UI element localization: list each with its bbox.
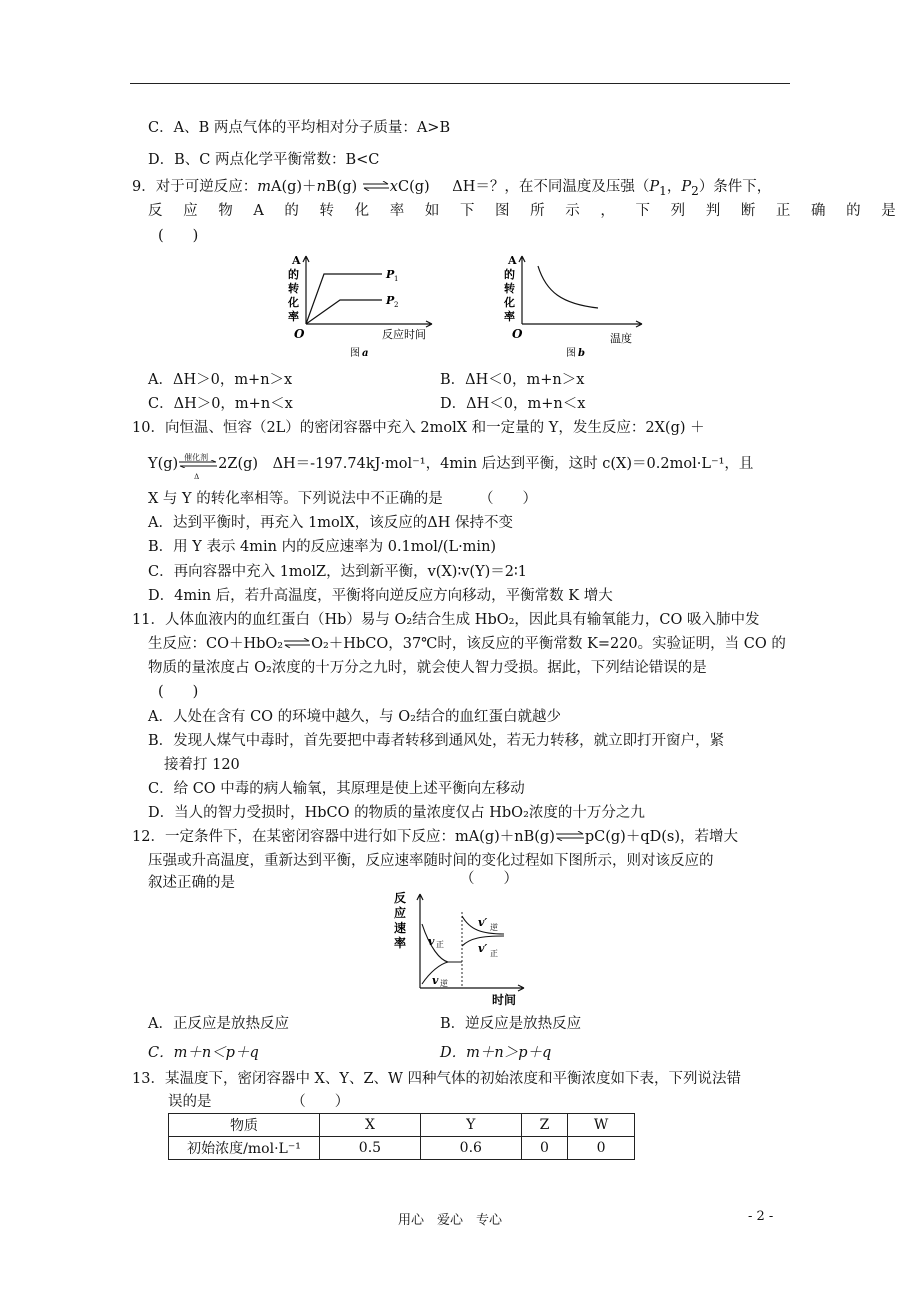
q11-option-a: A．人处在含有 CO 的环境中越久，与 O₂结合的血红蛋白就越少	[148, 709, 561, 725]
q11-option-c: C．给 CO 中毒的病人输氧，其原理是使上述平衡向左移动	[148, 781, 525, 797]
table-header-cell: W	[568, 1114, 635, 1137]
q10-option-c: C．再向容器中充入 1molZ，达到新平衡，v(X)∶v(Y)＝2∶1	[148, 564, 528, 580]
figa-xlabel: 反应时间	[382, 328, 426, 341]
q13-stem-line2: 误的是 （ ）	[168, 1094, 350, 1110]
table-header-cell: 物质	[169, 1114, 320, 1137]
figb-xlabel: 温度	[610, 332, 632, 345]
q9-option-b: B．ΔH＜0，m+n＞x	[440, 372, 585, 388]
q12-option-d: D．m＋n＞p＋q	[440, 1045, 552, 1061]
table-row	[169, 1137, 635, 1160]
catalyst-arrow-icon	[178, 453, 218, 481]
q9-answer-paren: ( )	[158, 228, 199, 244]
q12-answer-paren: （ ）	[460, 871, 518, 887]
q9-stem-line1: 9．对于可逆反应：mA(g)＋nB(g) xC(g) ΔH＝？，在不同温度及压强（$P_1$，$P_2$）条件下，	[132, 179, 772, 198]
footer-motto: 用心 爱心 专心	[398, 1213, 503, 1228]
fig12-ylabel-3: 率	[394, 936, 407, 950]
q12-option-c: C．m＋n＜p＋q	[148, 1045, 259, 1061]
q9-option-d: D．ΔH＜0，m+n＜x	[440, 396, 586, 412]
q12-option-a: A．正反应是放热反应	[148, 1016, 289, 1032]
q12-stem-line3: 叙述正确的是	[148, 875, 235, 891]
q10-stem-line2: Y(g) 催化剂 Δ 2Z(g) ΔH＝-197.74kJ·mol⁻¹，4min 后达到平衡，这时 c(X)＝0.2mol·L⁻¹，且	[148, 454, 753, 474]
fig12-ylabel-0: 反	[394, 891, 407, 905]
figb-ylabel-4: 率	[504, 310, 515, 323]
figb-origin: O	[512, 327, 523, 341]
q13-concentration-table	[168, 1113, 635, 1160]
figb-ylabel-2: 转	[504, 282, 515, 295]
q9-figure-a	[282, 252, 452, 364]
q11-answer-paren: ( )	[158, 684, 199, 700]
q11-option-b-line2: 接着打 120	[164, 757, 240, 773]
figa-caption-letter: a	[362, 348, 369, 359]
table-cell: 0	[568, 1137, 635, 1160]
table-header-cell: Z	[521, 1114, 568, 1137]
q9-figure-b	[502, 252, 652, 364]
q12-stem-line1: 12．一定条件下，在某密闭容器中进行如下反应：mA(g)＋nB(g) pC(g)＋qD(s)，若增大	[132, 829, 738, 845]
fig12-v2rev-label: v′	[478, 916, 488, 929]
fig12-v2fwd-label: v′	[478, 942, 488, 955]
fig12-ylabel-1: 应	[394, 906, 407, 920]
figa-origin: O	[294, 327, 305, 341]
fig12-xlabel: 时间	[492, 993, 517, 1007]
figa-p2-label: P	[386, 294, 395, 307]
figa-ylabel-0: A	[292, 254, 301, 267]
catalyst-label: 催化剂	[184, 453, 209, 462]
figb-ylabel-0: A	[508, 254, 517, 267]
table-cell: 初始浓度/mol·L⁻¹	[169, 1137, 320, 1160]
reversible-arrow-icon	[555, 827, 585, 847]
fig12-v2rev-sub: 逆	[490, 923, 498, 932]
figb-curve	[538, 266, 598, 308]
q10-stem-line1: 10．向恒温、恒容（2L）的密闭容器中充入 2molX 和一定量的 Y，发生反应：2X(g) ＋	[132, 420, 705, 436]
q10-option-d: D．4min 后，若升高温度，平衡将向逆反应方向移动，平衡常数 K 增大	[148, 588, 613, 604]
q9-option-a: A．ΔH＞0，m+n＞x	[148, 372, 293, 388]
figb-ylabel-3: 化	[504, 296, 515, 309]
q12-option-b: B．逆反应是放热反应	[440, 1016, 582, 1032]
figb-caption-letter: b	[578, 348, 585, 359]
figa-ylabel-3: 化	[288, 296, 299, 309]
figa-p2-sub: 2	[394, 301, 399, 309]
fig12-vrev-label: v	[432, 974, 439, 987]
fig12-vfwd-label: v	[428, 935, 435, 948]
table-cell: 0	[521, 1137, 568, 1160]
figa-ylabel-2: 转	[288, 282, 299, 295]
figb-ylabel-1: 的	[504, 268, 515, 281]
q13-stem-line1: 13．某温度下，密闭容器中 X、Y、Z、W 四种气体的初始浓度和平衡浓度如下表，下列说法错	[132, 1071, 742, 1087]
fig12-vrev-sub: 逆	[440, 979, 448, 988]
table-cell: 0.6	[420, 1137, 521, 1160]
q11-stem-line2: 生反应：CO＋HbO₂ O₂＋HbCO，37℃时，该反应的平衡常数 K=220。实验证明，当 CO 的	[148, 636, 786, 652]
figa-ylabel-1: 的	[288, 268, 299, 281]
table-header-row	[169, 1114, 635, 1137]
heat-label: Δ	[194, 473, 200, 481]
q11-option-b-line1: B．发现人煤气中毒时，首先要把中毒者转移到通风处，若无力转移，就立即打开窗户，紧	[148, 733, 725, 749]
q9-option-c: C．ΔH＞0，m+n＜x	[148, 396, 293, 412]
q10-stem-line3: X 与 Y 的转化率相等。下列说法中不正确的是 （ ）	[148, 491, 537, 507]
q9-stem-line2: 反 应 物 A 的 转 化 率 如 下 图 所 示 ， 下 列 判 断 正 确 的 是	[148, 203, 899, 219]
table-header-cell: X	[320, 1114, 421, 1137]
figb-caption: 图	[566, 348, 576, 359]
figa-ylabel-4: 率	[288, 310, 299, 323]
q11-stem-line1: 11．人体血液内的血红蛋白（Hb）易与 O₂结合生成 HbO₂，因此具有输氧能力，CO 吸入肺中发	[132, 612, 760, 628]
q11-option-d: D．当人的智力受损时，HbCO 的物质的量浓度仅占 HbO₂浓度的十万分之九	[148, 805, 645, 821]
fig12-vfwd-sub: 正	[436, 940, 444, 949]
fig12-ylabel-2: 速	[394, 921, 407, 935]
q8-option-d: D．B、C 两点化学平衡常数：B<C	[148, 152, 380, 168]
figa-caption: 图	[350, 348, 360, 359]
table-header-cell: Y	[420, 1114, 521, 1137]
q12-rate-figure	[392, 888, 532, 1008]
figa-p1-label: P	[386, 268, 395, 281]
q12-stem-line2: 压强或升高温度，重新达到平衡，反应速率随时间的变化过程如下图所示，则对该反应的	[148, 853, 714, 869]
reversible-arrow-icon	[283, 634, 311, 654]
q10-option-a: A．达到平衡时，再充入 1molX，该反应的ΔH 保持不变	[148, 515, 513, 531]
figa-curve-p2	[306, 300, 382, 324]
reversible-arrow-icon	[362, 177, 390, 197]
page-number: - 2 -	[748, 1209, 774, 1224]
table-cell: 0.5	[320, 1137, 421, 1160]
header-rule	[130, 83, 790, 84]
q10-option-b: B．用 Y 表示 4min 内的反应速率为 0.1mol/(L·min)	[148, 539, 497, 555]
figa-p1-sub: 1	[394, 275, 399, 283]
fig12-v2fwd-sub: 正	[490, 949, 498, 958]
q11-stem-line3: 物质的量浓度占 O₂浓度的十万分之九时，就会使人智力受损。据此，下列结论错误的是	[148, 660, 707, 676]
q8-option-c: C．A、B 两点气体的平均相对分子质量：A>B	[148, 120, 451, 136]
